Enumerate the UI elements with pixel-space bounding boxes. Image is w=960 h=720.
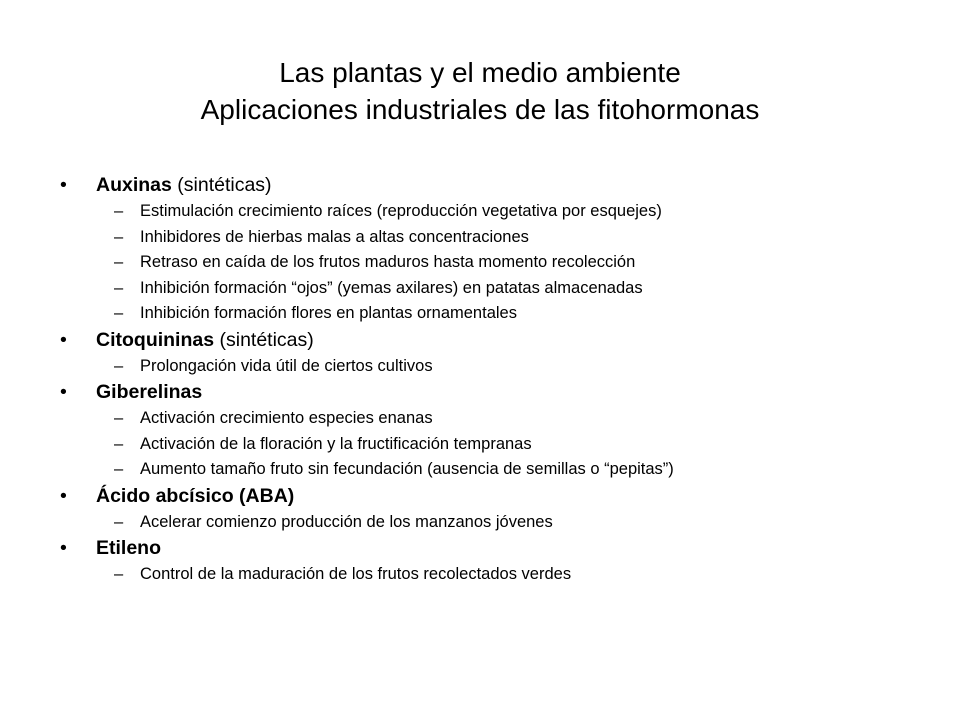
bullet-item-auxinas bbox=[60, 172, 940, 199]
bullet-term: Ácido abcísico (ABA) bbox=[96, 484, 295, 507]
sub-item-text: Inhibición formación “ojos” (yemas axilares) en patatas almacenadas bbox=[140, 278, 643, 297]
bullet-term: Citoquininas bbox=[96, 328, 215, 351]
sub-item bbox=[60, 225, 940, 251]
sub-item-text: Prolongación vida útil de ciertos cultivos bbox=[140, 356, 433, 375]
bullet-icon: • bbox=[60, 381, 67, 403]
sub-item bbox=[60, 199, 940, 225]
sub-item-text: Inhibidores de hierbas malas a altas concentraciones bbox=[140, 227, 529, 246]
dash-icon: – bbox=[114, 253, 124, 271]
bullet-note: (sintéticas) bbox=[171, 174, 272, 196]
dash-icon: – bbox=[114, 202, 124, 220]
bullet-icon: • bbox=[60, 484, 67, 507]
sub-item bbox=[60, 432, 940, 458]
bullet-note: (sintéticas) bbox=[214, 328, 314, 351]
sub-item-text: Activación crecimiento especies enanas bbox=[140, 409, 433, 427]
sub-item-text: Inhibición formación flores en plantas ornamentales bbox=[140, 304, 517, 322]
bullet-term: Etileno bbox=[96, 537, 162, 559]
sub-item bbox=[60, 250, 940, 276]
bullet-item-acido-abcisico bbox=[60, 483, 940, 510]
sub-item-text: Aumento tamaño fruto sin fecundación (ausencia de semillas o “pepitas”) bbox=[140, 460, 674, 478]
sub-item bbox=[60, 354, 940, 380]
bullet-item-etileno bbox=[60, 535, 940, 562]
dash-icon: – bbox=[114, 227, 124, 246]
sub-item bbox=[60, 457, 940, 483]
sub-item bbox=[60, 510, 940, 536]
sub-item-text: Acelerar comienzo producción de los manzanos jóvenes bbox=[140, 512, 553, 531]
dash-icon: – bbox=[114, 409, 124, 427]
title-line-2: Aplicaciones industriales de las fitohormonas bbox=[200, 94, 760, 125]
dash-icon: – bbox=[114, 460, 124, 478]
dash-icon: – bbox=[114, 512, 124, 531]
slide-title bbox=[0, 54, 960, 128]
sub-item bbox=[60, 301, 940, 327]
sub-item-text: Retraso en caída de los frutos maduros hasta momento recolección bbox=[140, 253, 636, 271]
bullet-icon: • bbox=[60, 537, 67, 559]
sub-item-text: Activación de la floración y la fructificación tempranas bbox=[140, 434, 532, 453]
sub-item bbox=[60, 562, 940, 588]
bullet-icon: • bbox=[60, 328, 67, 351]
bullet-term: Auxinas bbox=[96, 174, 172, 196]
sub-item-text: Control de la maduración de los frutos recolectados verdes bbox=[140, 565, 572, 583]
dash-icon: – bbox=[114, 565, 124, 583]
sub-item bbox=[60, 406, 940, 432]
dash-icon: – bbox=[114, 278, 124, 297]
sub-item-text: Estimulación crecimiento raíces (reproducción vegetativa por esquejes) bbox=[140, 202, 662, 220]
bullet-icon: • bbox=[60, 174, 67, 196]
bullet-item-citoquininas bbox=[60, 327, 940, 354]
title-line-1: Las plantas y el medio ambiente bbox=[279, 57, 681, 88]
dash-icon: – bbox=[114, 356, 124, 375]
bullet-term: Giberelinas bbox=[96, 381, 203, 403]
bullet-list bbox=[60, 172, 940, 588]
bullet-item-giberelinas bbox=[60, 379, 940, 406]
sub-item bbox=[60, 276, 940, 302]
dash-icon: – bbox=[114, 304, 124, 322]
dash-icon: – bbox=[114, 434, 124, 453]
